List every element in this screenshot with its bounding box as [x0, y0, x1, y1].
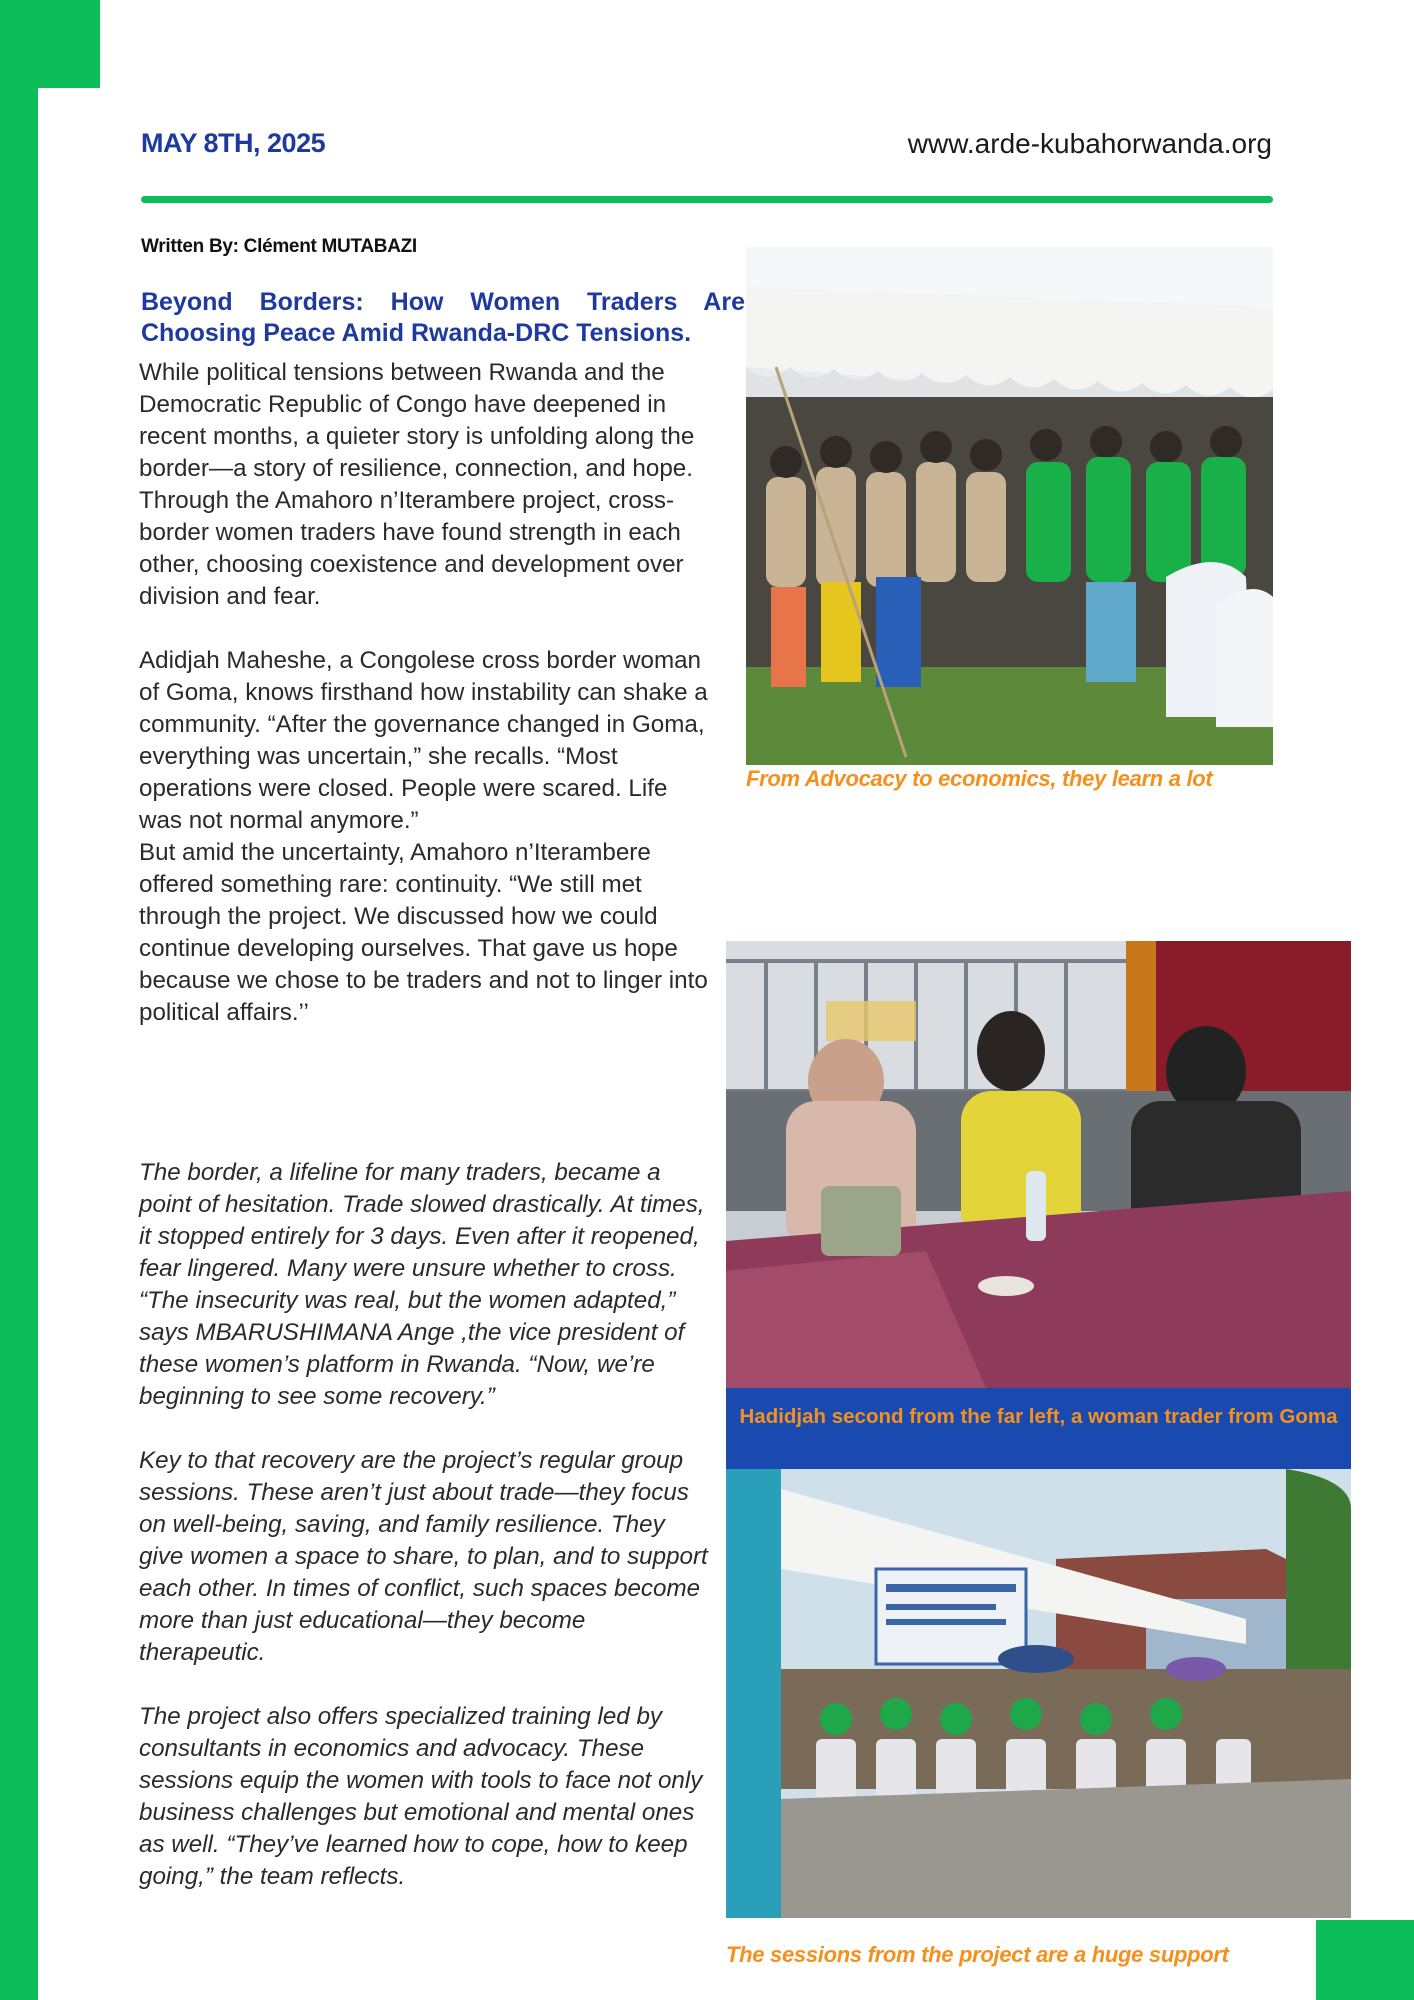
photo-women-gathering-tent	[746, 247, 1273, 765]
article-headline	[141, 287, 745, 349]
paragraph: The project also offers specialized training led by consultants in economics and advocacy. These sessions equip the women with tools to face not only business challenges but emotional and mental ones as well. “They’ve learned how to cope, how to keep going,” the team reflects.	[139, 1703, 703, 1890]
top-left-corner-block	[0, 0, 100, 88]
photo-women-at-meeting-table	[726, 941, 1351, 1388]
article-body-bottom	[139, 1157, 709, 1893]
website-link[interactable]: www.arde-kubahorwanda.org	[907, 128, 1272, 159]
left-border-bar	[0, 0, 38, 2000]
caption-band	[726, 1388, 1351, 1469]
photo-outdoor-session-tent	[726, 1469, 1351, 1918]
article-body-top	[139, 357, 709, 1029]
paragraph: But amid the uncertainty, Amahoro n’Iterambere offered something rare: continuity. “We still met through the project. We discussed how we could continue developing ourselves. That gave us hope because we chose to be traders and not to linger into political affairs.’’	[139, 839, 708, 1026]
issue-date: MAY 8TH, 2025	[141, 128, 326, 158]
photo-caption: The sessions from the project are a huge support	[726, 1942, 1229, 1967]
paragraph: The border, a lifeline for many traders, became a point of hesitation. Trade slowed drastically. At times, it stopped entirely for 3 days. Even after it reopened, fear lingered. Many were unsure whether to cross. “The insecurity was real, but the women adapted,” says MBARUSHIMANA Ange ,the vice president of these women’s platform in Rwanda. “Now, we’re beginning to see some recovery.”	[139, 1159, 705, 1410]
paragraph: Key to that recovery are the project’s regular group sessions. These aren’t just about trade—they focus on well-being, saving, and family resilience. They give women a space to share, to plan, and to support each other. In times of conflict, such spaces become more than just educational—they become therapeutic.	[139, 1447, 708, 1666]
header-divider	[141, 196, 1273, 203]
headline-line-1: Beyond Borders: How Women Traders Are	[141, 288, 745, 316]
headline-line-2: Choosing Peace Amid Rwanda-DRC Tensions.	[141, 319, 692, 347]
photo-caption: From Advocacy to economics, they learn a lot	[746, 766, 1213, 791]
paragraph: While political tensions between Rwanda and the Democratic Republic of Congo have deepened in recent months, a quieter story is unfolding along the border—a story of resilience, connection, and hope. Through the Amahoro n’Iterambere project, cross-border women traders have found strength in each other, choosing coexistence and development over division and fear.	[139, 359, 695, 610]
paragraph: Adidjah Maheshe, a Congolese cross border woman of Goma, knows firsthand how instability can shake a community. “After the governance changed in Goma, everything was uncertain,” she recalls. “Most operations were closed. People were scared. Life was not normal anymore.”	[139, 647, 708, 834]
photo-caption: Hadidjah second from the far left, a woman trader from Goma	[739, 1405, 1338, 1428]
bottom-right-corner-block	[1316, 1920, 1414, 2000]
author-byline: Written By: Clément MUTABAZI	[141, 236, 417, 257]
